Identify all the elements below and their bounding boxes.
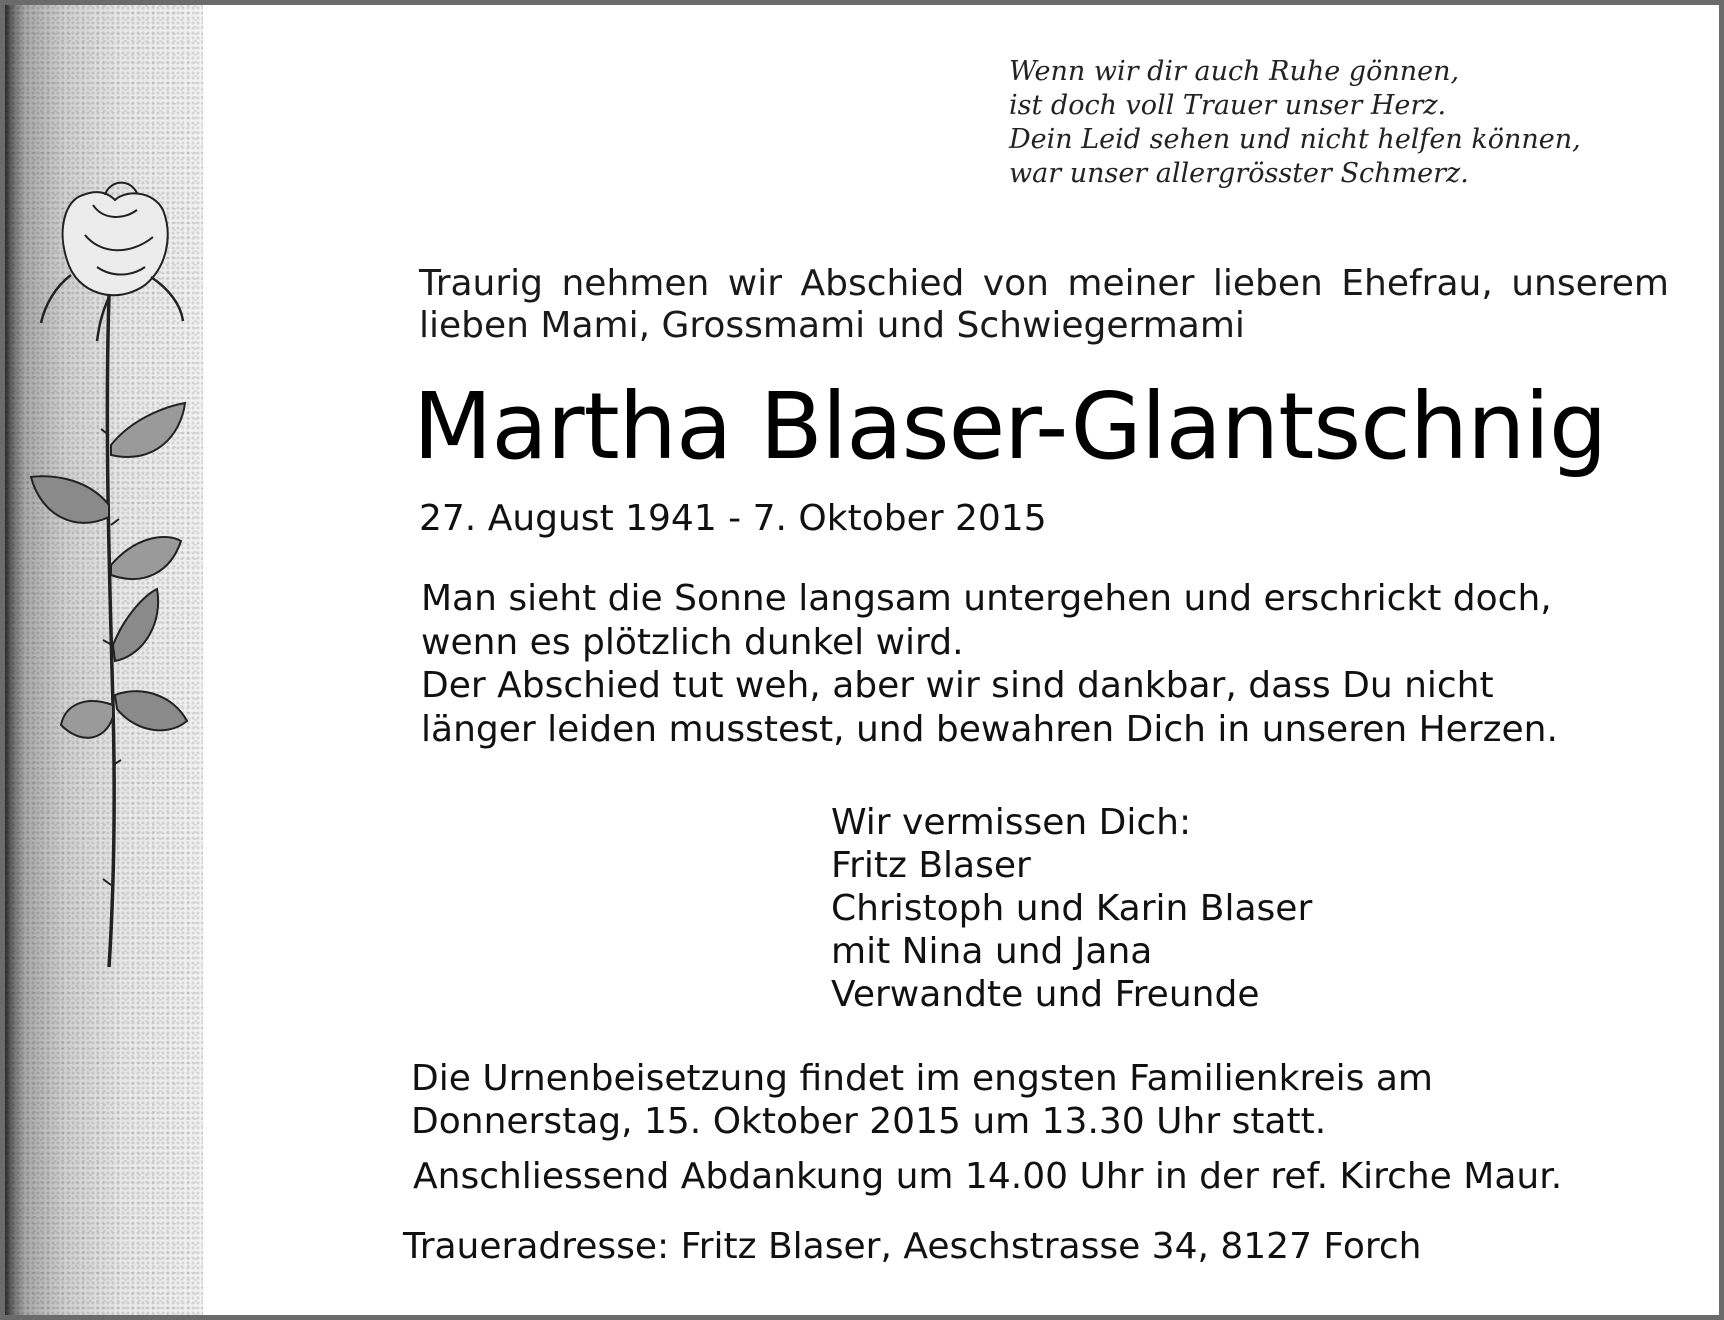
reflection-text — [421, 577, 1558, 751]
mourners-list — [831, 801, 1312, 1016]
poem-verse — [1009, 55, 1581, 191]
poem-line: Wenn wir dir auch Ruhe gönnen, — [1009, 56, 1460, 87]
poem-line: ist doch voll Trauer unser Herz. — [1009, 90, 1447, 121]
mourner-name: Verwandte und Freunde — [831, 974, 1260, 1015]
ceremony-line: Donnerstag, 15. Oktober 2015 um 13.30 Uhr statt. — [411, 1101, 1327, 1142]
farewell-service-info: Anschliessend Abdankung um 14.00 Uhr in der ref. Kirche Maur. — [413, 1156, 1563, 1197]
deceased-name: Martha Blaser-Glantschnig — [413, 373, 1607, 480]
mourner-name: Christoph und Karin Blaser — [831, 888, 1313, 929]
poem-line: war unser allergrösster Schmerz. — [1009, 158, 1469, 189]
poem-line: Dein Leid sehen und nicht helfen können, — [1009, 124, 1581, 155]
intro-text — [419, 263, 1669, 347]
intro-line: lieben Mami, Grossmami und Schwiegermami — [419, 305, 1245, 346]
ceremony-info — [411, 1057, 1433, 1143]
decorative-side-strip — [5, 5, 203, 1315]
intro-line: Traurig nehmen wir Abschied von meiner lieben Ehefrau, unserem — [419, 263, 1669, 304]
reflection-line: Der Abschied tut weh, aber wir sind dankbar, dass Du nicht — [421, 665, 1494, 706]
life-dates: 27. August 1941 - 7. Oktober 2015 — [419, 498, 1047, 539]
mourner-name: Fritz Blaser — [831, 845, 1031, 886]
reflection-line: wenn es plötzlich dunkel wird. — [421, 621, 964, 663]
mourning-address: Traueradresse: Fritz Blaser, Aeschstrasse 34, 8127 Forch — [403, 1226, 1422, 1267]
mourners-heading: Wir vermissen Dich: — [831, 802, 1192, 843]
ceremony-line: Die Urnenbeisetzung findet im engsten Familienkreis am — [411, 1058, 1433, 1099]
rose-icon — [5, 5, 203, 1315]
reflection-line: länger leiden musstest, und bewahren Dich in unseren Herzen. — [421, 708, 1558, 750]
mourner-name: mit Nina und Jana — [831, 931, 1153, 972]
reflection-line: Man sieht die Sonne langsam untergehen und erschrickt doch, — [421, 578, 1552, 619]
